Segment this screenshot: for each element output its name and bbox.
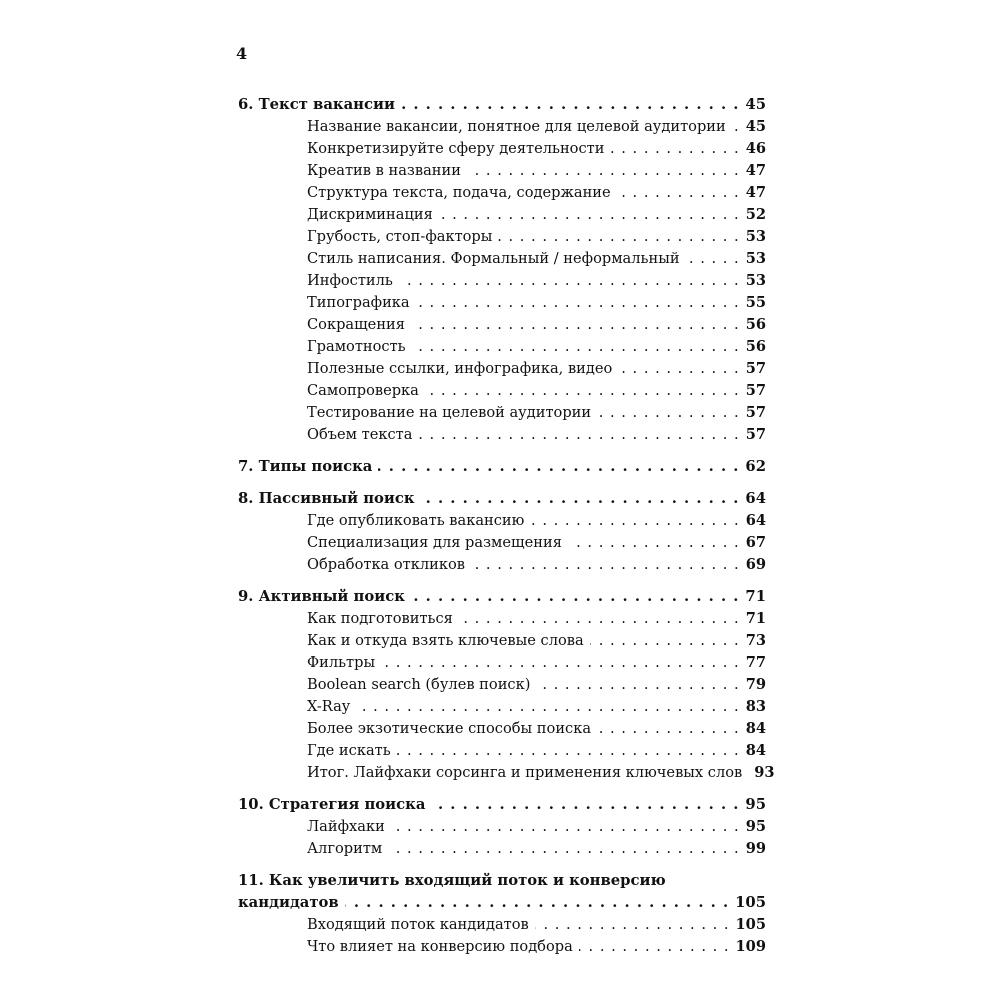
chapter-title: 9. Активный поиск (238, 588, 405, 605)
dot-leader (597, 402, 740, 424)
dot-leader (568, 532, 740, 554)
entry-title: Специализация для размещения (307, 534, 562, 551)
entry-page: 69 (745, 556, 766, 573)
toc-entry (238, 762, 775, 784)
dot-leader (399, 270, 740, 292)
entry-page: 77 (745, 654, 766, 671)
chapter-page: 62 (745, 458, 766, 475)
entry-title: Типографика (307, 294, 410, 311)
toc-entry (238, 204, 766, 226)
entry-page: 95 (745, 818, 766, 835)
chapter-heading (238, 794, 766, 816)
table-of-contents (238, 94, 775, 968)
entry-page: 105 (735, 916, 766, 933)
dot-leader (597, 718, 740, 740)
toc-entry (238, 510, 766, 532)
entry-title: Структура текста, подача, содержание (307, 184, 611, 201)
entry-title: Итог. Лайфхаки сорсинга и применения ключевых слов (307, 764, 743, 781)
toc-entry (238, 336, 766, 358)
entry-title: Boolean search (булев поиск) (307, 676, 531, 693)
chapter-8 (238, 488, 766, 576)
entry-page: 73 (745, 632, 766, 649)
entry-page: 53 (745, 228, 766, 245)
chapter-heading (238, 488, 766, 510)
entry-title: Фильтры (307, 654, 376, 671)
toc-entry (238, 116, 766, 138)
entry-page: 53 (745, 272, 766, 289)
entry-page: 55 (745, 294, 766, 311)
entry-title: Грубость, стоп-факторы (307, 228, 493, 245)
chapter-heading (238, 892, 766, 914)
dot-leader (610, 138, 739, 160)
entry-title: Лайфхаки (307, 818, 385, 835)
dot-leader (401, 94, 739, 116)
toc-entry (238, 270, 766, 292)
toc-entry (238, 292, 766, 314)
chapter-page: 64 (745, 490, 766, 507)
dot-leader (439, 204, 740, 226)
toc-entry (238, 696, 766, 718)
entry-title: Полезные ссылки, инфографика, видео (307, 360, 613, 377)
toc-entry (238, 532, 766, 554)
toc-entry (238, 248, 766, 270)
entry-page: 83 (745, 698, 766, 715)
entry-page: 46 (745, 140, 766, 157)
entry-title: Конкретизируйте сферу деятельности (307, 140, 605, 157)
entry-page: 67 (745, 534, 766, 551)
entry-title: Название вакансии, понятное для целевой аудитории (307, 118, 726, 135)
entry-page: 45 (745, 118, 766, 135)
toc-entry (238, 358, 766, 380)
chapter-title: 6. Текст вакансии (238, 96, 395, 113)
toc-entry (238, 674, 766, 696)
entry-page: 57 (745, 360, 766, 377)
page-number: 4 (236, 44, 248, 63)
toc-entry (238, 380, 766, 402)
chapter-heading (238, 94, 766, 116)
toc-entry (238, 718, 766, 740)
chapter-page: 95 (745, 796, 766, 813)
chapter-page: 105 (735, 894, 766, 911)
chapter-title: 8. Пассивный поиск (238, 490, 415, 507)
entry-page: 47 (745, 184, 766, 201)
chapter-11 (238, 870, 766, 958)
dot-leader (618, 358, 739, 380)
chapter-heading (238, 456, 766, 478)
toc-entry (238, 314, 766, 336)
entry-title: Инфостиль (307, 272, 393, 289)
toc-entry (238, 608, 766, 630)
chapter-title: 10. Стратегия поиска (238, 796, 426, 813)
toc-entry (238, 182, 766, 204)
chapter-6 (238, 94, 766, 446)
toc-entry (238, 138, 766, 160)
entry-page: 84 (745, 742, 766, 759)
dot-leader (530, 510, 739, 532)
entry-title: Объем текста (307, 426, 413, 443)
entry-title: Самопроверка (307, 382, 419, 399)
dot-leader (579, 936, 730, 958)
entry-title: Тестирование на целевой аудитории (307, 404, 592, 421)
entry-title: Как и откуда взять ключевые слова (307, 632, 584, 649)
dot-leader (388, 838, 739, 860)
entry-title: Обработка откликов (307, 556, 466, 573)
dot-leader (467, 160, 740, 182)
dot-leader (617, 182, 740, 204)
dot-leader (536, 674, 739, 696)
dot-leader (425, 380, 740, 402)
entry-page: 99 (745, 840, 766, 857)
toc-entry (238, 740, 766, 762)
dot-leader (471, 554, 740, 576)
entry-page: 79 (745, 676, 766, 693)
toc-entry (238, 424, 766, 446)
chapter-title-line-1: 11. Как увеличить входящий поток и конверсию (238, 872, 666, 889)
entry-page: 52 (745, 206, 766, 223)
entry-title: Дискриминация (307, 206, 433, 223)
dot-leader (391, 816, 740, 838)
dot-leader (411, 586, 739, 608)
dot-leader (397, 740, 740, 762)
entry-page: 64 (745, 512, 766, 529)
dot-leader (381, 652, 740, 674)
chapter-heading (238, 586, 766, 608)
entry-page: 109 (735, 938, 766, 955)
entry-title: Где искать (307, 742, 391, 759)
toc-entry (238, 838, 766, 860)
entry-page: 57 (745, 426, 766, 443)
chapter-page: 45 (745, 96, 766, 113)
entry-page: 57 (745, 404, 766, 421)
entry-title: Где опубликовать вакансию (307, 512, 525, 529)
toc-entry (238, 554, 766, 576)
dot-leader (498, 226, 739, 248)
entry-page: 57 (745, 382, 766, 399)
dot-leader (356, 696, 740, 718)
toc-entry (238, 936, 766, 958)
entry-page: 56 (745, 316, 766, 333)
dot-leader (412, 336, 740, 358)
dot-leader (590, 630, 740, 652)
entry-title: Сокращения (307, 316, 405, 333)
chapter-7 (238, 456, 766, 478)
dot-leader (345, 892, 729, 914)
chapter-title: 7. Типы поиска (238, 458, 373, 475)
entry-title: X-Ray (307, 698, 351, 715)
dot-leader (416, 292, 740, 314)
entry-title: Более экзотические способы поиска (307, 720, 592, 737)
entry-page: 93 (754, 764, 775, 781)
entry-title: Что влияет на конверсию подбора (307, 938, 573, 955)
entry-page: 56 (745, 338, 766, 355)
toc-entry (238, 816, 766, 838)
toc-entry (238, 226, 766, 248)
entry-page: 53 (745, 250, 766, 267)
chapter-10 (238, 794, 766, 860)
dot-leader (421, 488, 740, 510)
dot-leader (418, 424, 739, 446)
toc-entry (238, 652, 766, 674)
dot-leader (378, 456, 739, 478)
entry-title: Входящий поток кандидатов (307, 916, 529, 933)
entry-title: Алгоритм (307, 840, 383, 857)
entry-page: 71 (745, 610, 766, 627)
chapter-title: кандидатов (238, 894, 339, 911)
toc-entry (238, 914, 766, 936)
dot-leader (459, 608, 740, 630)
entry-title: Креатив в названии (307, 162, 461, 179)
chapter-page: 71 (745, 588, 766, 605)
entry-title: Стиль написания. Формальный / неформальный (307, 250, 680, 267)
toc-entry (238, 402, 766, 424)
entry-page: 84 (745, 720, 766, 737)
dot-leader (535, 914, 730, 936)
entry-page: 47 (745, 162, 766, 179)
toc-entry (238, 160, 766, 182)
dot-leader (686, 248, 740, 270)
entry-title: Как подготовиться (307, 610, 453, 627)
dot-leader (411, 314, 740, 336)
chapter-9 (238, 586, 775, 784)
dot-leader (732, 116, 740, 138)
dot-leader (431, 794, 739, 816)
toc-entry (238, 630, 766, 652)
entry-title: Грамотность (307, 338, 406, 355)
